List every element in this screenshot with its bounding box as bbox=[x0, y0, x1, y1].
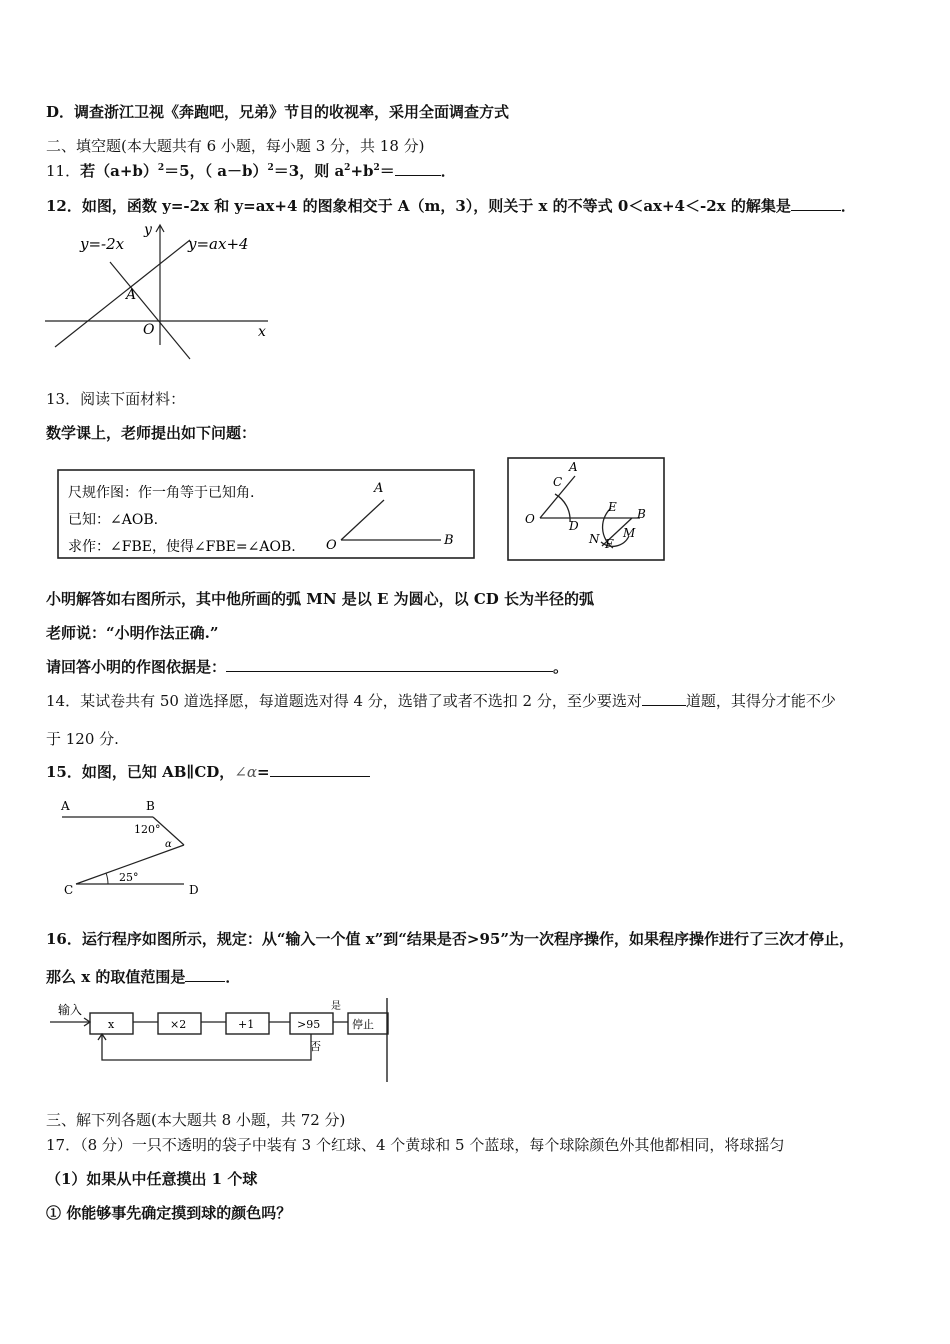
svg-text:停止: 停止 bbox=[352, 1018, 374, 1031]
label-origin: O bbox=[143, 322, 155, 338]
q12-text: 12．如图，函数 y=-2x 和 y=ax+4 的图象相交于 A（m，3），则关于 x 的不等式 0＜ax+4＜-2x 的解集是 ． bbox=[46, 197, 856, 215]
q14-text-1: 14．某试卷共有 50 道选择愿，每道题选对得 4 分，选错了或者不选扣 2 分，至少要选对 道题，其得分才能不少 bbox=[46, 692, 836, 710]
q15-text: 15．如图，已知 AB∥CD，∠α= bbox=[46, 762, 370, 782]
label-y: y bbox=[144, 222, 152, 238]
fig-label-o: O bbox=[525, 512, 535, 526]
q13-intro: 数学课上，老师提出如下问题： bbox=[46, 424, 257, 442]
answer-blank[interactable] bbox=[395, 161, 441, 176]
svg-text:+1: +1 bbox=[238, 1018, 255, 1031]
fig-label-c: C bbox=[553, 475, 563, 489]
box-label-b: B bbox=[444, 533, 454, 548]
label-point-a: A bbox=[126, 287, 137, 303]
q13-answer-3: 请回答小明的作图依据是： 。 bbox=[46, 658, 569, 676]
box-label-a: A bbox=[374, 481, 384, 496]
flow-no: 否 bbox=[310, 1040, 321, 1053]
box-line-1: 尺规作图：作一角等于已知角. bbox=[68, 485, 255, 501]
box-label-o: O bbox=[326, 538, 337, 553]
q10-option-d: D．调查浙江卫视《奔跑吧，兄弟》节目的收视率，采用全面调查方式 bbox=[46, 103, 510, 121]
q16-text-2: 那么 x 的取值范围是 ． bbox=[46, 968, 241, 986]
label-angle-120: 120° bbox=[134, 823, 161, 836]
section2-title: 二、填空题(本大题共有 6 小题，每小题 3 分，共 18 分) bbox=[46, 137, 425, 155]
line-y-ax4 bbox=[55, 240, 190, 347]
fig-label-d: D bbox=[569, 519, 579, 533]
box-line-3: 求作：∠FBE，使得∠FBE=∠AOB. bbox=[68, 539, 296, 555]
answer-blank[interactable] bbox=[642, 691, 686, 706]
svg-text:x: x bbox=[108, 1018, 115, 1031]
svg-text:×2: ×2 bbox=[170, 1018, 187, 1031]
answer-blank[interactable] bbox=[226, 657, 553, 672]
q17-sub1a: ① 你能够事先确定摸到球的颜色吗？ bbox=[46, 1204, 292, 1222]
fig-label-m: M bbox=[623, 526, 636, 540]
q13-answer-1: 小明解答如右图所示，其中他所画的弧 MN 是以 E 为圆心，以 CD 长为半径的弧 bbox=[46, 590, 595, 608]
label-angle-25: 25° bbox=[119, 871, 139, 884]
q17-sub1: （1）如果从中任意摸出 1 个球 bbox=[46, 1170, 258, 1188]
q11: 11．若$(a+b)^2=5$，（ a－b）$^2$＝3，则 $a^2+b^2=$ ． bbox=[46, 162, 456, 180]
q14-text-2: 于 120 分. bbox=[46, 730, 119, 748]
q12-graph bbox=[40, 222, 280, 352]
svg-text:>95: >95 bbox=[297, 1018, 321, 1031]
flow-loop-back bbox=[102, 1034, 311, 1060]
answer-blank[interactable] bbox=[270, 762, 370, 777]
fig-label-n: N bbox=[589, 532, 600, 546]
section3-title: 三、解下列各题(本大题共 8 小题，共 72 分) bbox=[46, 1111, 346, 1129]
box-line-2: 已知：∠AOB. bbox=[68, 512, 159, 528]
fig-label-a: A bbox=[569, 460, 578, 474]
q17-text: 17．（8 分）一只不透明的袋子中装有 3 个红球、4 个黄球和 5 个蓝球，每个球除颜色外其他都相同，将球摇匀 bbox=[46, 1136, 785, 1154]
label-b: B bbox=[146, 799, 155, 813]
ray-oa bbox=[341, 500, 384, 540]
answer-blank[interactable] bbox=[185, 967, 225, 982]
answer-blank[interactable] bbox=[791, 196, 841, 211]
fig-label-f: F bbox=[605, 537, 614, 551]
fig-label-e: E bbox=[608, 500, 617, 514]
fig-label-b: B bbox=[637, 507, 646, 521]
label-x: x bbox=[258, 324, 266, 340]
label-y-neg2x: y=-2x bbox=[80, 235, 125, 253]
flow-yes: 是 bbox=[331, 1001, 341, 1012]
label-c: C bbox=[64, 883, 74, 897]
q13-construction-figure bbox=[505, 456, 670, 564]
q16-text-1: 16．运行程序如图所示，规定：从“输入一个值 x”到“结果是否>95”为一次程序操作，如果程序操作进行了三次才停止， bbox=[46, 930, 854, 948]
label-y-ax4: y=ax+4 bbox=[188, 235, 249, 253]
flow-input-label: 输入 bbox=[58, 1003, 83, 1017]
label-alpha: α bbox=[165, 839, 172, 850]
q13-answer-2: 老师说：“小明作法正确.” bbox=[46, 624, 219, 642]
q16-flowchart bbox=[46, 996, 396, 1086]
q13-title: 13．阅读下面材料： bbox=[46, 390, 186, 408]
label-a: A bbox=[61, 799, 70, 813]
q13-problem-box bbox=[56, 460, 481, 562]
line-y-neg2x bbox=[110, 262, 190, 359]
q15-figure bbox=[56, 795, 216, 900]
label-d: D bbox=[189, 883, 199, 897]
